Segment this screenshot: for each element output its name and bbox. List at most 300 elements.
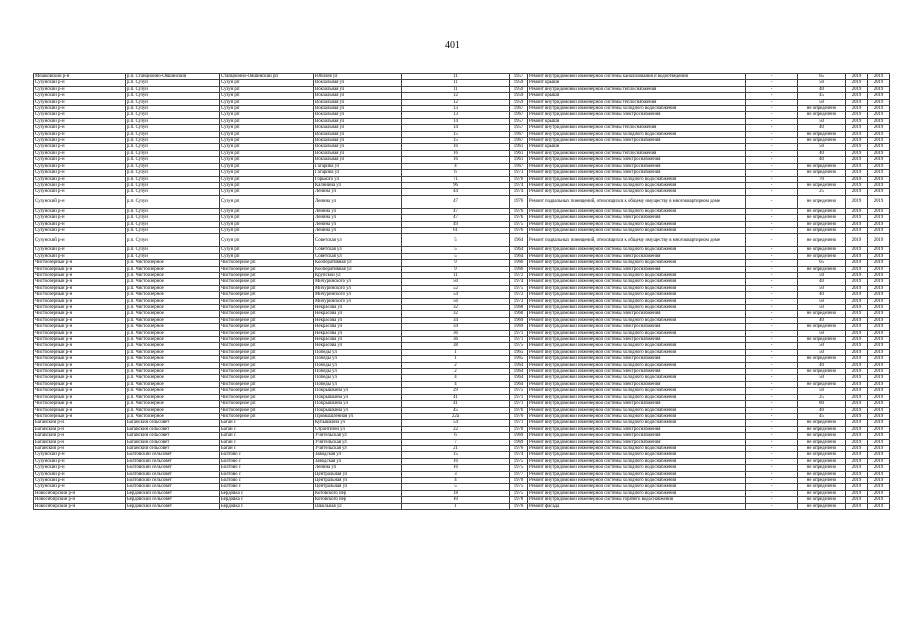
cell-cost-value: не определено — [798, 170, 846, 176]
cell-build-year: 1973 — [510, 170, 528, 176]
cell-district: Сузунский р-н — [34, 452, 126, 458]
cell-district: Баганский р-н — [34, 426, 126, 432]
cell-cost-value: не определено — [798, 445, 846, 451]
cell-street: Победы ул — [314, 381, 402, 387]
cell-build-year: 1964 — [510, 381, 528, 387]
cell-cost-value: 65 — [798, 74, 846, 80]
cell-cost-value: не определено — [798, 311, 846, 317]
cell-work-type: Ремонт внутридомовой инженерной системы холодного водоснабжения — [528, 292, 746, 298]
cell-street: Покрышкина ул — [314, 407, 402, 413]
cell-build-year: 1975 — [510, 458, 528, 464]
cell-cost-value: 50 — [798, 388, 846, 394]
cell-cost-placeholder: - — [746, 362, 798, 368]
cell-end-year: 2019 — [868, 413, 890, 419]
cell-start-year: 2019 — [846, 420, 868, 426]
cell-cost-placeholder: - — [746, 144, 798, 150]
cell-start-year: 2019 — [846, 279, 868, 285]
cell-start-year: 2019 — [846, 86, 868, 92]
cell-district: Чистоозерный р-н — [34, 266, 126, 272]
cell-cost-placeholder: - — [746, 138, 798, 144]
cell-end-year: 2019 — [868, 234, 890, 247]
cell-work-type: Ремонт внутридомовой инженерной системы холодного водоснабжения — [528, 227, 746, 233]
cell-work-type: Ремонт внутридомовой инженерной системы электроснабжения — [528, 426, 746, 432]
cell-settlement: Бердовка с — [220, 497, 314, 503]
cell-work-type: Ремонт внутридомовой инженерной системы холодного водоснабжения — [528, 285, 746, 291]
cell-house-number: 14 — [402, 125, 510, 131]
cell-settlement: Сузун рп — [220, 86, 314, 92]
cell-cost-placeholder: - — [746, 195, 798, 208]
cell-cost-value: не определено — [798, 247, 846, 253]
cell-settlement: Сузун рп — [220, 157, 314, 163]
cell-municipality: Болтовский сельсовет — [126, 471, 220, 477]
cell-build-year: 1964 — [510, 369, 528, 375]
cell-build-year: 1975 — [510, 490, 528, 496]
cell-cost-placeholder: - — [746, 439, 798, 445]
cell-street: Мичуринского ул — [314, 292, 402, 298]
cell-work-type: Ремонт внутридомовой инженерной системы холодного водоснабжения — [528, 445, 746, 451]
cell-cost-placeholder: - — [746, 433, 798, 439]
cell-work-type: Ремонт внутридомовой инженерной системы холодного водоснабжения — [528, 330, 746, 336]
cell-district: Сузунский р-н — [34, 221, 126, 227]
cell-cost-placeholder: - — [746, 356, 798, 362]
cell-cost-placeholder: - — [746, 330, 798, 336]
cell-settlement: Чистоозерное рп — [220, 375, 314, 381]
cell-start-year: 2019 — [846, 74, 868, 80]
cell-municipality: р.п. Сузун — [126, 86, 220, 92]
cell-build-year: 1971 — [510, 394, 528, 400]
cell-municipality: р.п. Чистоозерное — [126, 292, 220, 298]
cell-district: Сузунский р-н — [34, 182, 126, 188]
cell-cost-placeholder: - — [746, 170, 798, 176]
cell-district: Сузунский р-н — [34, 170, 126, 176]
cell-work-type: Ремонт внутридомовой инженерной системы холодного водоснабжения — [528, 413, 746, 419]
cell-street: Юбилея ул — [314, 74, 402, 80]
cell-settlement: Чистоозерное рп — [220, 401, 314, 407]
cell-work-type: Ремонт внутридомовой инженерной системы электроснабжения — [528, 311, 746, 317]
cell-district: Сузунский р-н — [34, 163, 126, 169]
cell-cost-value: не определено — [798, 381, 846, 387]
capital-repair-registry-table — [33, 73, 890, 510]
cell-street: Победы ул — [314, 349, 402, 355]
cell-street: Некрасова ул — [314, 324, 402, 330]
cell-build-year: 1971 — [510, 330, 528, 336]
cell-district: Чистоозерный р-н — [34, 381, 126, 387]
cell-end-year: 2019 — [868, 227, 890, 233]
cell-settlement: Чистоозерное рп — [220, 356, 314, 362]
cell-settlement: Болтово с — [220, 465, 314, 471]
cell-district: Чистоозерный р-н — [34, 298, 126, 304]
cell-end-year: 2019 — [868, 465, 890, 471]
cell-district: Новосибирский р-н — [34, 503, 126, 509]
cell-work-type: Ремонт крыши — [528, 93, 746, 99]
cell-municipality: р.п. Чистоозерное — [126, 349, 220, 355]
cell-street: Вокзальная ул — [314, 131, 402, 137]
cell-settlement: Чистоозерное рп — [220, 407, 314, 413]
cell-start-year: 2019 — [846, 266, 868, 272]
cell-cost-placeholder: - — [746, 80, 798, 86]
cell-house-number: 13 — [402, 112, 510, 118]
cell-house-number: 11 — [402, 80, 510, 86]
cell-district: Чистоозерный р-н — [34, 369, 126, 375]
cell-start-year: 2019 — [846, 413, 868, 419]
cell-district: Сузунский р-н — [34, 484, 126, 490]
cell-cost-value: 50 — [798, 144, 846, 150]
cell-settlement: Чистоозерное рп — [220, 298, 314, 304]
cell-work-type: Ремонт крыши — [528, 118, 746, 124]
cell-build-year: 1964 — [510, 234, 528, 247]
cell-district: Чистоозерный р-н — [34, 362, 126, 368]
cell-municipality: р.п. Сузун — [126, 138, 220, 144]
cell-start-year: 2019 — [846, 247, 868, 253]
cell-start-year: 2019 — [846, 324, 868, 330]
cell-house-number: 96 — [402, 182, 510, 188]
cell-cost-value: 65 — [798, 260, 846, 266]
cell-cost-placeholder: - — [746, 497, 798, 503]
cell-end-year: 2019 — [868, 157, 890, 163]
cell-municipality: р.п. Чистоозерное — [126, 272, 220, 278]
cell-start-year: 2019 — [846, 106, 868, 112]
cell-cost-value: не определено — [798, 112, 846, 118]
cell-start-year: 2019 — [846, 99, 868, 105]
cell-end-year: 2019 — [868, 426, 890, 432]
cell-start-year: 2019 — [846, 337, 868, 343]
cell-street: Вокзальная ул — [314, 118, 402, 124]
cell-cost-value: 40 — [798, 279, 846, 285]
cell-house-number: 1 — [402, 356, 510, 362]
cell-municipality: р.п. Чистоозерное — [126, 266, 220, 272]
cell-cost-placeholder: - — [746, 189, 798, 195]
cell-end-year: 2019 — [868, 80, 890, 86]
cell-start-year: 2019 — [846, 311, 868, 317]
cell-start-year: 2019 — [846, 215, 868, 221]
cell-house-number: 41 — [402, 394, 510, 400]
cell-end-year: 2019 — [868, 125, 890, 131]
cell-work-type: Ремонт внутридомовой инженерной системы холодного водоснабжения — [528, 189, 746, 195]
cell-cost-value: не определено — [798, 182, 846, 188]
cell-settlement: Чистоозерное рп — [220, 285, 314, 291]
cell-end-year: 2019 — [868, 484, 890, 490]
cell-house-number: 18 — [402, 490, 510, 496]
cell-district: Чистоозерный р-н — [34, 394, 126, 400]
cell-start-year: 2019 — [846, 125, 868, 131]
cell-settlement: Чистоозерное рп — [220, 388, 314, 394]
cell-cost-value: не определено — [798, 131, 846, 137]
cell-cost-placeholder: - — [746, 260, 798, 266]
cell-build-year: 1964 — [510, 247, 528, 253]
cell-district: Сузунский р-н — [34, 458, 126, 464]
cell-cost-value: 50 — [798, 99, 846, 105]
cell-cost-placeholder: - — [746, 266, 798, 272]
cell-municipality: Баганский сельсовет — [126, 433, 220, 439]
cell-cost-value: не определено — [798, 490, 846, 496]
cell-start-year: 2019 — [846, 356, 868, 362]
cell-settlement: Чистоозерное рп — [220, 362, 314, 368]
cell-cost-placeholder: - — [746, 215, 798, 221]
cell-municipality: Болтовский сельсовет — [126, 465, 220, 471]
cell-house-number: 6 — [402, 170, 510, 176]
cell-end-year: 2019 — [868, 388, 890, 394]
cell-settlement: Сузун рп — [220, 253, 314, 259]
cell-settlement: Сузун рп — [220, 215, 314, 221]
cell-cost-value: 50 — [798, 305, 846, 311]
cell-cost-placeholder: - — [746, 452, 798, 458]
cell-house-number: 7 — [402, 439, 510, 445]
cell-house-number: 4 — [402, 381, 510, 387]
cell-street: Кубышкина ул — [314, 420, 402, 426]
cell-build-year: 1971 — [510, 420, 528, 426]
cell-end-year: 2019 — [868, 292, 890, 298]
cell-district: Чистоозерный р-н — [34, 260, 126, 266]
cell-street: Некрасова ул — [314, 343, 402, 349]
cell-end-year: 2019 — [868, 138, 890, 144]
cell-cost-value: не определено — [798, 458, 846, 464]
cell-municipality: р.п. Чистоозерное — [126, 362, 220, 368]
cell-work-type: Ремонт внутридомовой инженерной системы электроснабжения — [528, 381, 746, 387]
cell-cost-placeholder: - — [746, 394, 798, 400]
cell-municipality: р.п. Чистоозерное — [126, 260, 220, 266]
cell-build-year: 1976 — [510, 195, 528, 208]
cell-municipality: Болтовский сельсовет — [126, 452, 220, 458]
cell-build-year: 1961 — [510, 157, 528, 163]
cell-settlement: Сузун рп — [220, 176, 314, 182]
cell-house-number: 5 — [402, 247, 510, 253]
cell-district: Чистоозерный р-н — [34, 311, 126, 317]
cell-street: Вокзальная ул — [314, 86, 402, 92]
cell-cost-value: не определено — [798, 356, 846, 362]
cell-house-number: 12 — [402, 99, 510, 105]
cell-work-type: Ремонт внутридомовой инженерной системы электроснабжения — [528, 356, 746, 362]
cell-street: Победы ул — [314, 356, 402, 362]
cell-street: Ленина ул — [314, 195, 402, 208]
cell-municipality: р.п. Чистоозерное — [126, 305, 220, 311]
cell-district: Чистоозерный р-н — [34, 272, 126, 278]
cell-house-number: 38 — [402, 343, 510, 349]
cell-cost-value: 50 — [798, 375, 846, 381]
cell-street: Победы ул — [314, 369, 402, 375]
cell-end-year: 2019 — [868, 74, 890, 80]
cell-end-year: 2019 — [868, 356, 890, 362]
cell-work-type: Ремонт внутридомовой инженерной системы холодного водоснабжения — [528, 131, 746, 137]
cell-end-year: 2019 — [868, 247, 890, 253]
cell-cost-placeholder: - — [746, 99, 798, 105]
cell-district: Чистоозерный р-н — [34, 337, 126, 343]
cell-municipality: р.п. Сузун — [126, 221, 220, 227]
cell-build-year: 1971 — [510, 337, 528, 343]
cell-build-year: 1965 — [510, 349, 528, 355]
cell-house-number: 1 — [402, 503, 510, 509]
cell-end-year: 2019 — [868, 439, 890, 445]
cell-district: Сузунский р-н — [34, 86, 126, 92]
cell-settlement: Болтово с — [220, 458, 314, 464]
cell-settlement: Сузун рп — [220, 93, 314, 99]
cell-end-year: 2019 — [868, 112, 890, 118]
cell-district: Сузунский р-н — [34, 93, 126, 99]
cell-municipality: Бердовский сельсовет — [126, 503, 220, 509]
cell-house-number: 5 — [402, 253, 510, 259]
cell-end-year: 2019 — [868, 337, 890, 343]
cell-work-type: Ремонт внутридомовой инженерной системы холодного водоснабжения — [528, 221, 746, 227]
cell-cost-placeholder: - — [746, 272, 798, 278]
cell-work-type: Ремонт внутридомовой инженерной системы холодного водоснабжения — [528, 208, 746, 214]
cell-build-year: 1965 — [510, 356, 528, 362]
cell-cost-placeholder: - — [746, 407, 798, 413]
cell-build-year: 1975 — [510, 285, 528, 291]
cell-cost-value: 45 — [798, 93, 846, 99]
cell-work-type: Ремонт внутридомовой инженерной системы электроснабжения — [528, 369, 746, 375]
cell-work-type: Ремонт внутридомовой инженерной системы холодного водоснабжения — [528, 458, 746, 464]
cell-start-year: 2019 — [846, 176, 868, 182]
cell-work-type: Ремонт подвальных помещений, относящихся к общему имуществу в многоквартирном доме — [528, 234, 746, 247]
cell-district: Чистоозерный р-н — [34, 375, 126, 381]
cell-end-year: 2019 — [868, 279, 890, 285]
cell-start-year: 2019 — [846, 234, 868, 247]
cell-house-number: 16 — [402, 144, 510, 150]
cell-cost-value: 70 — [798, 176, 846, 182]
cell-cost-placeholder: - — [746, 279, 798, 285]
cell-build-year: 1974 — [510, 189, 528, 195]
cell-settlement: Баган с — [220, 426, 314, 432]
cell-build-year: 1974 — [510, 182, 528, 188]
cell-municipality: Баганский сельсовет — [126, 426, 220, 432]
cell-end-year: 2019 — [868, 86, 890, 92]
cell-street: Некрасова ул — [314, 305, 402, 311]
cell-cost-placeholder: - — [746, 311, 798, 317]
cell-cost-placeholder: - — [746, 388, 798, 394]
cell-street: Вокзальная ул — [314, 106, 402, 112]
cell-district: Чистоозерный р-н — [34, 292, 126, 298]
cell-street: Промышленная ул — [314, 413, 402, 419]
cell-start-year: 2019 — [846, 317, 868, 323]
cell-end-year: 2019 — [868, 394, 890, 400]
cell-street: Мичуринского ул — [314, 298, 402, 304]
cell-build-year: 1968 — [510, 305, 528, 311]
cell-municipality: Бердовский сельсовет — [126, 497, 220, 503]
cell-cost-value: 40 — [798, 86, 846, 92]
cell-street: Вокзальная ул — [314, 80, 402, 86]
cell-cost-placeholder: - — [746, 176, 798, 182]
cell-street: Котовского пер — [314, 490, 402, 496]
cell-house-number: 15 — [402, 452, 510, 458]
cell-cost-placeholder: - — [746, 118, 798, 124]
cell-start-year: 2019 — [846, 445, 868, 451]
cell-settlement: Баган с — [220, 420, 314, 426]
cell-cost-placeholder: - — [746, 484, 798, 490]
cell-settlement: Сузун рп — [220, 80, 314, 86]
cell-cost-value: 40 — [798, 292, 846, 298]
cell-build-year: 1957 — [510, 118, 528, 124]
cell-municipality: р.п. Чистоозерное — [126, 337, 220, 343]
cell-municipality: р.п. Сузун — [126, 163, 220, 169]
cell-house-number: 36 — [402, 330, 510, 336]
cell-cost-placeholder: - — [746, 292, 798, 298]
cell-cost-placeholder: - — [746, 131, 798, 137]
cell-end-year: 2019 — [868, 208, 890, 214]
cell-end-year: 2019 — [868, 490, 890, 496]
cell-house-number: 34 — [402, 317, 510, 323]
cell-build-year: 1976 — [510, 208, 528, 214]
cell-cost-placeholder: - — [746, 93, 798, 99]
cell-cost-placeholder: - — [746, 285, 798, 291]
cell-house-number: 2 — [402, 369, 510, 375]
cell-municipality: р.п. Чистоозерное — [126, 298, 220, 304]
cell-street: Некрасова ул — [314, 330, 402, 336]
cell-end-year: 2019 — [868, 477, 890, 483]
cell-district: Сузунский р-н — [34, 253, 126, 259]
cell-street: Заводская ул — [314, 452, 402, 458]
cell-district: Сузунский р-н — [34, 195, 126, 208]
cell-cost-value: 40 — [798, 125, 846, 131]
cell-end-year: 2019 — [868, 144, 890, 150]
cell-street: Вокзальная ул — [314, 157, 402, 163]
cell-house-number: 47 — [402, 195, 510, 208]
cell-house-number: 34 — [402, 324, 510, 330]
cell-house-number: 54 — [402, 292, 510, 298]
cell-cost-value: 50 — [798, 343, 846, 349]
cell-settlement: Сузун рп — [220, 118, 314, 124]
cell-house-number: 52 — [402, 285, 510, 291]
cell-street: Кооперативная ул — [314, 266, 402, 272]
cell-build-year: 1975 — [510, 221, 528, 227]
cell-build-year: 1975 — [510, 465, 528, 471]
cell-street: Победы ул — [314, 375, 402, 381]
cell-end-year: 2019 — [868, 99, 890, 105]
cell-settlement: Сузун рп — [220, 208, 314, 214]
cell-settlement: Болтово с — [220, 484, 314, 490]
cell-start-year: 2019 — [846, 285, 868, 291]
cell-work-type: Ремонт внутридомовой инженерной системы электроснабжения — [528, 433, 746, 439]
cell-house-number: 22 — [402, 426, 510, 432]
cell-cost-placeholder: - — [746, 112, 798, 118]
cell-cost-placeholder: - — [746, 337, 798, 343]
cell-street: Школьная ул — [314, 503, 402, 509]
cell-cost-value: 50 — [798, 349, 846, 355]
cell-house-number: 11 — [402, 272, 510, 278]
cell-cost-placeholder: - — [746, 324, 798, 330]
cell-work-type: Ремонт внутридомовой инженерной системы электроснабжения — [528, 324, 746, 330]
cell-municipality: Болтовский сельсовет — [126, 458, 220, 464]
cell-street: Котовского пер — [314, 497, 402, 503]
cell-work-type: Ремонт внутридомовой инженерной системы электроснабжения — [528, 337, 746, 343]
cell-settlement: Сузун рп — [220, 247, 314, 253]
cell-start-year: 2019 — [846, 497, 868, 503]
cell-street: Кооперативная ул — [314, 260, 402, 266]
cell-work-type: Ремонт внутридомовой инженерной системы холодного водоснабжения — [528, 298, 746, 304]
cell-settlement: Сузун рп — [220, 195, 314, 208]
cell-start-year: 2019 — [846, 131, 868, 137]
cell-end-year: 2019 — [868, 189, 890, 195]
cell-start-year: 2019 — [846, 330, 868, 336]
cell-build-year: 1969 — [510, 433, 528, 439]
cell-cost-placeholder: - — [746, 490, 798, 496]
registry-body — [34, 74, 890, 510]
cell-work-type: Ремонт внутридомовой инженерной системы теплоснабжения — [528, 86, 746, 92]
cell-street: Покрышкина ул — [314, 394, 402, 400]
cell-settlement: Сузун рп — [220, 227, 314, 233]
cell-street: Центральная ул — [314, 477, 402, 483]
cell-street: Покрышкина ул — [314, 401, 402, 407]
cell-cost-placeholder: - — [746, 349, 798, 355]
cell-house-number: 14 — [402, 118, 510, 124]
cell-work-type: Ремонт внутридомовой инженерной системы холодного водоснабжения — [528, 343, 746, 349]
cell-end-year: 2019 — [868, 330, 890, 336]
cell-district: Чистоозерный р-н — [34, 343, 126, 349]
cell-settlement: Сузун рп — [220, 138, 314, 144]
cell-house-number: 21 — [402, 445, 510, 451]
cell-settlement: Чистоозерное рп — [220, 349, 314, 355]
cell-cost-value: не определено — [798, 369, 846, 375]
cell-cost-placeholder: - — [746, 343, 798, 349]
cell-build-year: 1957 — [510, 74, 528, 80]
